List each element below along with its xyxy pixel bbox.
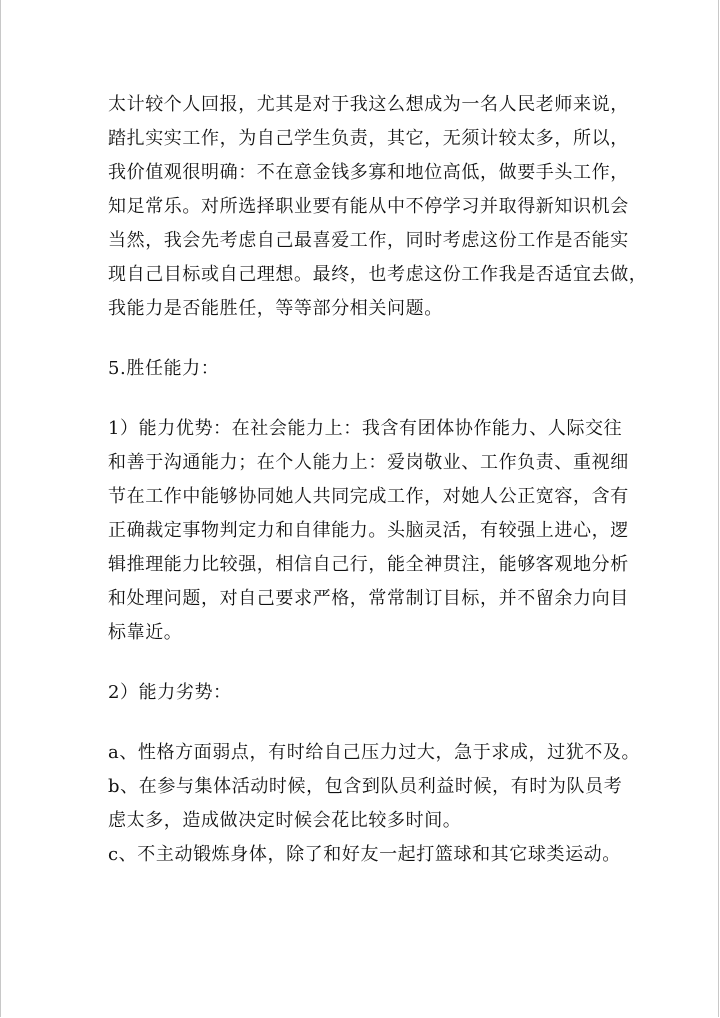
text-line: 现自己目标或自己理想。最终，也考虑这份工作我是否适宜去做， <box>108 264 648 285</box>
text-line: 我价值观很明确：不在意金钱多寡和地位高低，做要手头工作， <box>108 162 629 183</box>
list-item: a、性格方面弱点，有时给自己压力过大，急于求成，过犹不及。 <box>108 742 641 763</box>
text-line: 和处理问题，对自己要求严格，常常制订目标，并不留余力向目 <box>108 588 629 609</box>
text-line: 标靠近。 <box>108 622 183 643</box>
paragraph-gap <box>108 710 628 736</box>
text-line: 踏扎实实工作，为自己学生负责，其它，无须计较太多，所以， <box>108 128 629 149</box>
paragraph-gap <box>108 650 628 676</box>
text-line: 知足常乐。对所选择职业要有能从中不停学习并取得新知识机会 <box>108 196 629 217</box>
list-item: 虑太多，造成做决定时候会花比较多时间。 <box>108 810 462 831</box>
paragraph-gap <box>108 326 628 352</box>
weaknesses-list <box>108 736 641 872</box>
list-item: c、不主动锻炼身体，除了和好友一起打篮球和其它球类运动。 <box>108 844 621 865</box>
text-line: 太计较个人回报，尤其是对于我这么想成为一名人民老师来说， <box>108 94 629 115</box>
text-line: 和善于沟通能力；在个人能力上：爱岗敬业、工作负责、重视细 <box>108 452 629 473</box>
text-line: 我能力是否能胜任，等等部分相关问题。 <box>108 298 443 319</box>
document-body <box>108 88 648 872</box>
paragraph-values <box>108 88 648 326</box>
paragraph-strengths <box>108 412 628 650</box>
text-line: 辑推理能力比较强，相信自己行，能全神贯注，能够客观地分析 <box>108 554 629 575</box>
section-heading: 5.胜任能力： <box>108 358 220 379</box>
text-line: 当然，我会先考虑自己最喜爱工作，同时考虑这份工作是否能实 <box>108 230 629 251</box>
list-item: b、在参与集体活动时候，包含到队员利益时候，有时为队员考 <box>108 776 623 797</box>
text-line: 正确裁定事物判定力和自律能力。头脑灵活，有较强上进心，逻 <box>108 520 629 541</box>
text-line: 1）能力优势：在社会能力上：我含有团体协作能力、人际交往 <box>108 418 623 439</box>
paragraph-gap <box>108 386 628 412</box>
text-line: 节在工作中能够协同她人共同完成工作，对她人公正宽容，含有 <box>108 486 629 507</box>
subsection-heading: 2）能力劣势： <box>108 682 232 703</box>
